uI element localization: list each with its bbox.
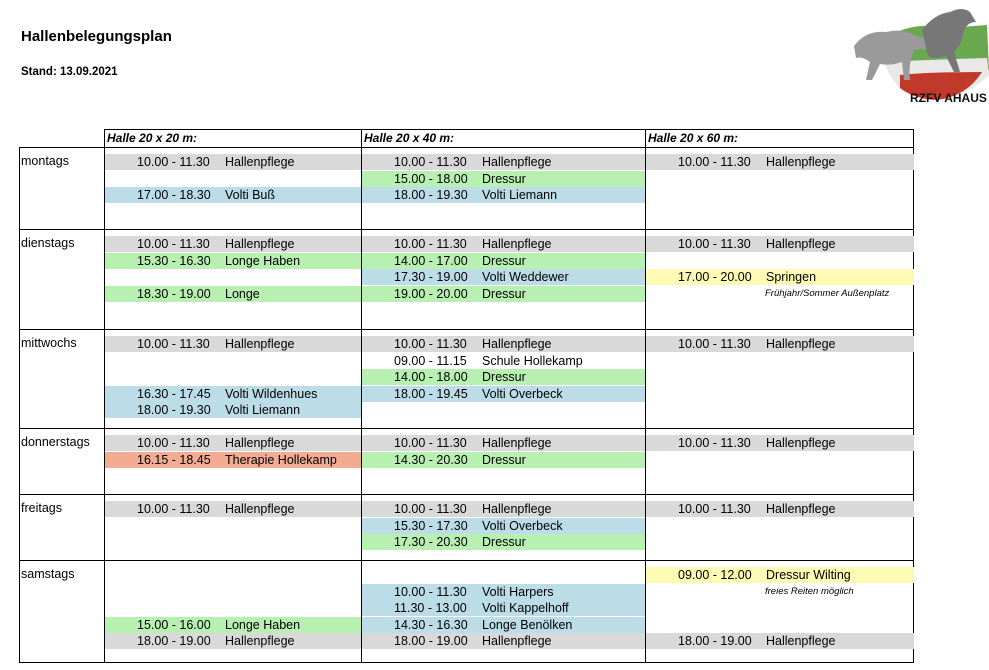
entry-activity: Hallenpflege: [482, 337, 552, 351]
schedule-note: freies Reiten möglich: [765, 585, 854, 597]
hall-header: Halle 20 x 20 m:: [107, 131, 198, 145]
schedule-entry: [362, 452, 645, 468]
entry-time: 14.00 - 17.00: [394, 253, 468, 268]
entry-activity: Dressur Wilting: [766, 568, 851, 582]
schedule-entry: [646, 236, 914, 252]
entry-activity: Hallenpflege: [482, 634, 552, 649]
schedule-entry: [362, 336, 645, 352]
schedule-entry: [362, 386, 645, 402]
entry-time: 10.00 - 11.30: [678, 436, 751, 450]
schedule-entry: [362, 187, 645, 203]
entry-activity: Hallenpflege: [482, 155, 552, 169]
entry-activity: Longe Haben: [225, 253, 301, 268]
entry-activity: Volti Weddewer: [482, 270, 569, 285]
entry-activity: Dressur: [482, 286, 526, 301]
schedule-entry: [646, 501, 914, 517]
entry-activity: Hallenpflege: [225, 436, 295, 450]
entry-time: 10.00 - 11.30: [137, 436, 210, 450]
schedule-entry: [362, 633, 645, 649]
entry-time: 18.00 - 19.00: [394, 634, 468, 649]
table-left-border: [19, 147, 20, 662]
schedule-entry: [362, 435, 645, 451]
schedule-entry: [362, 600, 645, 616]
schedule-entry: [105, 633, 361, 649]
entry-time: 14.30 - 20.30: [394, 452, 468, 467]
entry-activity: Hallenpflege: [225, 634, 295, 649]
entry-time: 10.00 - 11.30: [678, 502, 751, 516]
stand-date: Stand: 13.09.2021: [21, 66, 118, 78]
entry-time: 14.30 - 16.30: [394, 617, 468, 632]
entry-activity: Dressur: [482, 253, 526, 268]
entry-time: 14.00 - 18.00: [394, 370, 468, 385]
entry-activity: Dressur: [482, 171, 526, 186]
entry-time: 10.00 - 11.30: [137, 337, 210, 351]
schedule-entry: [105, 617, 361, 633]
entry-activity: Volti Harpers: [482, 584, 554, 599]
entry-activity: Springen: [766, 270, 817, 285]
entry-activity: Volti Liemann: [225, 403, 301, 418]
row-divider: [19, 662, 914, 663]
entry-time: 09.00 - 11.15: [394, 353, 467, 368]
schedule-entry: [105, 402, 361, 418]
entry-activity: Hallenpflege: [225, 502, 295, 516]
entry-activity: Hallenpflege: [766, 337, 836, 351]
entry-time: 10.00 - 11.30: [394, 436, 467, 450]
entry-time: 10.00 - 11.30: [394, 337, 467, 351]
entry-time: 18.00 - 19.00: [137, 634, 211, 649]
entry-time: 18.00 - 19.00: [678, 634, 752, 649]
schedule-entry: [646, 567, 914, 583]
schedule-entry: [362, 171, 645, 187]
schedule-entry: [105, 501, 361, 517]
entry-time: 10.00 - 11.30: [137, 155, 210, 169]
entry-time: 10.00 - 11.30: [394, 502, 467, 516]
entry-time: 16.30 - 17.45: [137, 386, 211, 401]
entry-time: 10.00 - 11.30: [137, 502, 210, 516]
schedule-entry: [362, 286, 645, 302]
hall-header: Halle 20 x 40 m:: [364, 131, 455, 145]
schedule-entry: [646, 336, 914, 352]
schedule-entry: [646, 435, 914, 451]
entry-time: 17.00 - 18.30: [137, 188, 211, 203]
entry-time: 18.00 - 19.30: [137, 403, 211, 418]
entry-time: 19.00 - 20.00: [394, 286, 468, 301]
entry-activity: Hallenpflege: [225, 337, 295, 351]
club-logo: [842, 0, 989, 108]
day-label: samstags: [21, 567, 75, 581]
schedule-entry: [362, 353, 645, 369]
entry-activity: Hallenpflege: [766, 436, 836, 450]
schedule-entry: [362, 369, 645, 385]
entry-activity: Longe: [225, 286, 260, 301]
hall-header: Halle 20 x 60 m:: [648, 131, 739, 145]
schedule-entry: [105, 386, 361, 402]
table-top-border: [104, 129, 914, 130]
schedule-entry: [105, 452, 361, 468]
entry-time: 10.00 - 11.30: [678, 237, 751, 251]
page-title: Hallenbelegungsplan: [21, 28, 172, 45]
schedule-entry: [362, 584, 645, 600]
schedule-entry: [362, 154, 645, 170]
schedule-entry: [105, 253, 361, 269]
entry-time: 10.00 - 11.30: [678, 337, 751, 351]
entry-time: 15.00 - 18.00: [394, 171, 468, 186]
entry-time: 15.00 - 16.00: [137, 617, 211, 632]
entry-activity: Hallenpflege: [766, 634, 836, 649]
entry-time: 18.30 - 19.00: [137, 286, 211, 301]
entry-time: 10.00 - 11.30: [394, 155, 467, 169]
row-divider: [19, 329, 914, 330]
entry-activity: Volti Liemann: [482, 188, 558, 203]
row-divider: [19, 229, 914, 230]
schedule-entry: [105, 187, 361, 203]
entry-time: 10.00 - 11.30: [394, 237, 467, 251]
logo-text: RZFV AHAUS: [910, 91, 987, 105]
entry-activity: Dressur: [482, 535, 526, 550]
entry-activity: Hallenpflege: [482, 502, 552, 516]
schedule-table: [19, 129, 914, 662]
day-label: freitags: [21, 501, 62, 515]
entry-time: 18.00 - 19.45: [394, 386, 468, 401]
entry-activity: Dressur: [482, 452, 526, 467]
entry-activity: Schule Hollekamp: [482, 353, 583, 368]
entry-activity: Hallenpflege: [225, 237, 295, 251]
schedule-entry: [646, 633, 914, 649]
entry-activity: Volti Buß: [225, 188, 276, 203]
entry-activity: Longe Haben: [225, 617, 301, 632]
entry-time: 16.15 - 18.45: [137, 452, 211, 467]
entry-activity: Hallenpflege: [482, 237, 552, 251]
row-divider: [19, 560, 914, 561]
row-divider: [19, 147, 914, 148]
day-label: montags: [21, 154, 69, 168]
entry-time: 17.30 - 19.00: [394, 270, 468, 285]
schedule-entry: [362, 534, 645, 550]
row-divider: [19, 494, 914, 495]
schedule-entry: [362, 518, 645, 534]
schedule-entry: [105, 154, 361, 170]
entry-activity: Hallenpflege: [766, 237, 836, 251]
schedule-entry: [362, 501, 645, 517]
entry-time: 17.00 - 20.00: [678, 270, 752, 285]
day-label: dienstags: [21, 236, 75, 250]
entry-activity: Hallenpflege: [766, 502, 836, 516]
schedule-entry: [105, 336, 361, 352]
row-divider: [19, 428, 914, 429]
entry-activity: Therapie Hollekamp: [225, 452, 337, 467]
entry-activity: Dressur: [482, 370, 526, 385]
entry-time: 15.30 - 16.30: [137, 253, 211, 268]
day-label: donnerstags: [21, 435, 90, 449]
entry-activity: Volti Wildenhues: [225, 386, 318, 401]
entry-time: 10.00 - 11.30: [137, 237, 210, 251]
schedule-entry: [362, 236, 645, 252]
entry-time: 09.00 - 12.00: [678, 568, 752, 582]
schedule-entry: [362, 269, 645, 285]
schedule-entry: [362, 617, 645, 633]
entry-activity: Hallenpflege: [766, 155, 836, 169]
day-label: mittwochs: [21, 336, 77, 350]
entry-activity: Hallenpflege: [225, 155, 295, 169]
entry-activity: Volti Kappelhoff: [482, 601, 569, 616]
entry-activity: Longe Benölken: [482, 617, 573, 632]
entry-time: 10.00 - 11.30: [678, 155, 751, 169]
schedule-entry: [105, 435, 361, 451]
schedule-entry: [646, 269, 914, 285]
schedule-entry: [646, 154, 914, 170]
entry-time: 15.30 - 17.30: [394, 518, 468, 533]
entry-activity: Volti Overbeck: [482, 386, 563, 401]
schedule-entry: [362, 253, 645, 269]
entry-time: 11.30 - 13.00: [394, 601, 467, 616]
schedule-entry: [105, 236, 361, 252]
entry-time: 17.30 - 20.30: [394, 535, 468, 550]
schedule-entry: [105, 286, 361, 302]
entry-time: 10.00 - 11.30: [394, 584, 467, 599]
entry-time: 18.00 - 19.30: [394, 188, 468, 203]
entry-activity: Volti Overbeck: [482, 518, 563, 533]
entry-activity: Hallenpflege: [482, 436, 552, 450]
schedule-note: Frühjahr/Sommer Außenplatz: [765, 287, 890, 299]
